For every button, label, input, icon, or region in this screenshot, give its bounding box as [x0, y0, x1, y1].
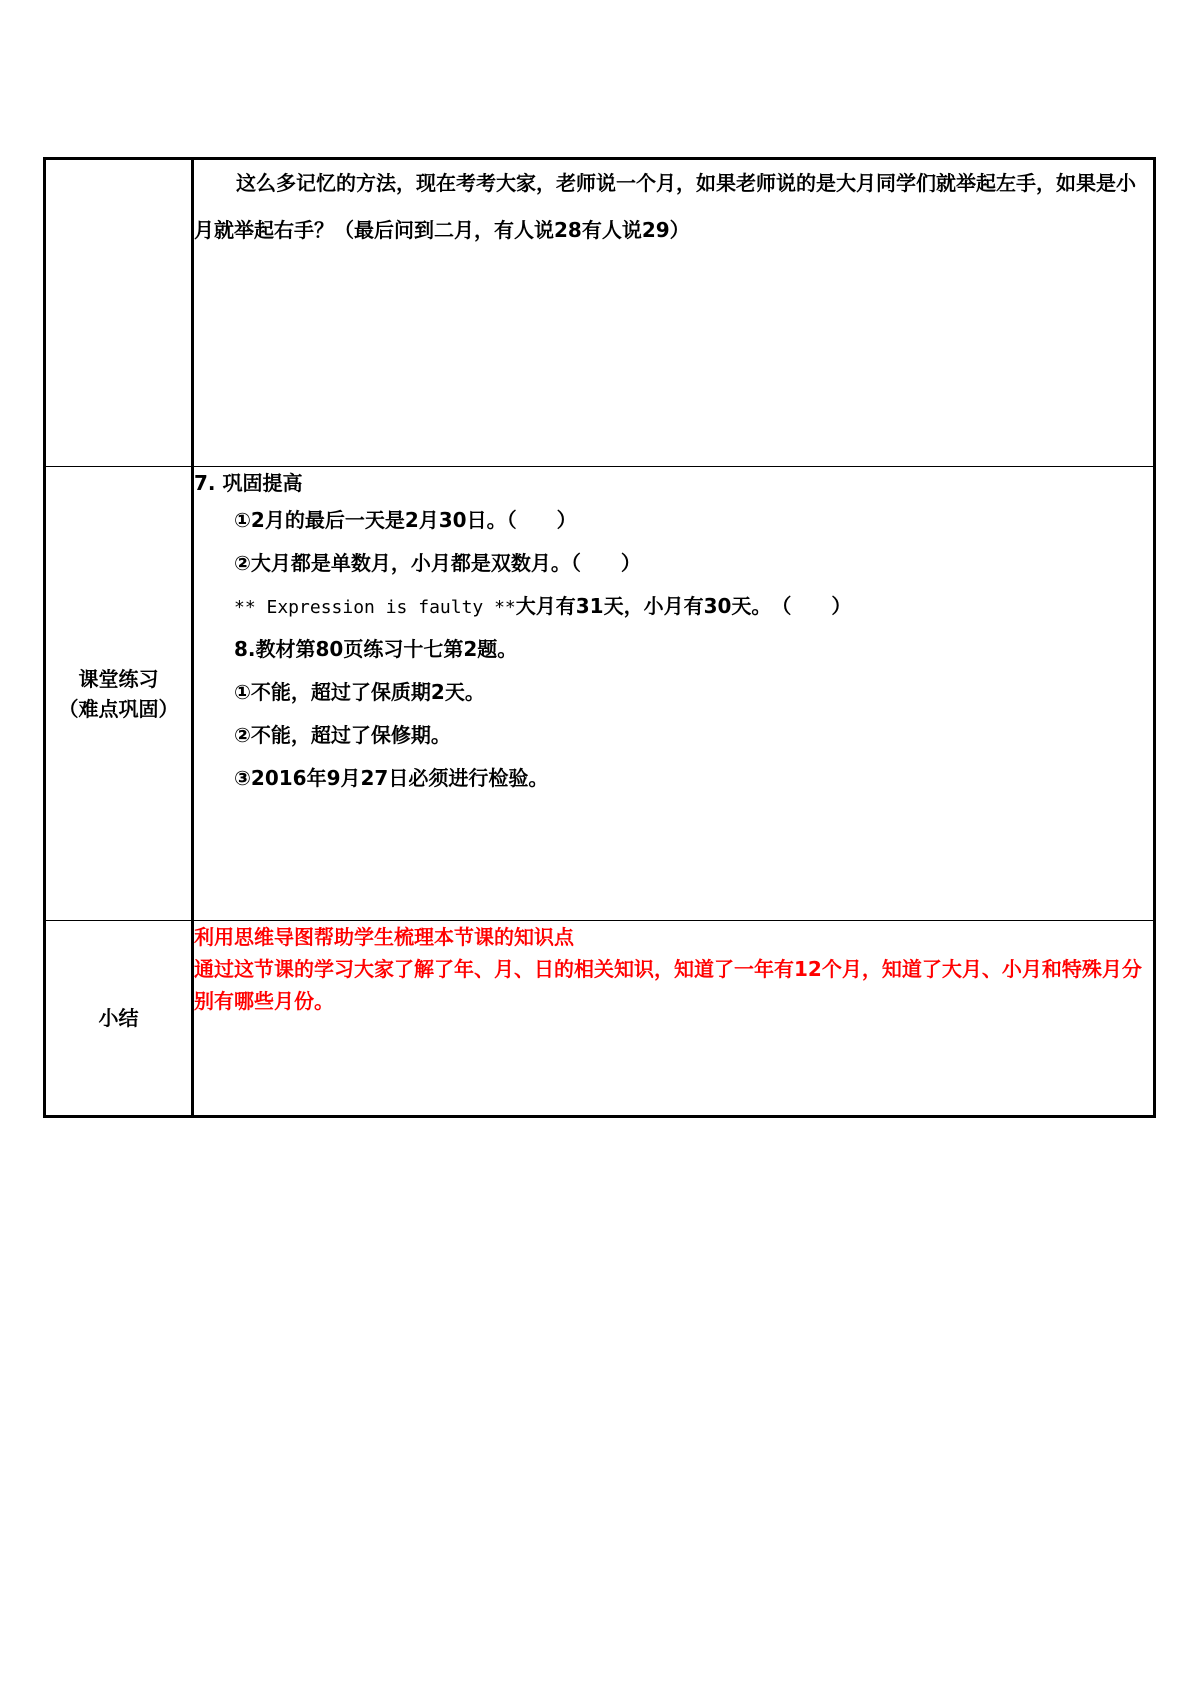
summary-label: 小结	[45, 921, 193, 1117]
answer-1: ①不能，超过了保质期2天。	[234, 680, 485, 704]
memory-quiz-paragraph: 这么多记忆的方法，现在考考大家，老师说一个月，如果老师说的是大月同学们就举起左手，如果是小月就举起右手？（最后问到二月，有人说28有人说29）	[193, 159, 1155, 467]
practice-heading: 7. 巩固提高	[194, 471, 303, 495]
question-1: ①2月的最后一天是2月30日。（ ）	[234, 508, 577, 532]
summary-content	[193, 921, 1155, 1117]
expression-error: ** Expression is faulty **	[234, 597, 516, 618]
table-row	[45, 467, 1155, 921]
practice-content	[193, 467, 1155, 921]
question-2: ②大月都是单数月，小月都是双数月。（ ）	[234, 551, 641, 575]
question-3	[194, 585, 1153, 628]
summary-line-2: 通过这节课的学习大家了解了年、月、日的相关知识，知道了一年有12个月，知道了大月、小月和特殊月分别有哪些月份。	[194, 957, 1142, 1013]
practice-label	[45, 467, 193, 921]
lesson-plan-table	[43, 157, 1156, 1118]
table-row	[45, 159, 1155, 467]
row-label-empty	[45, 159, 193, 467]
question-3-text: 大月有31天，小月有30天。 （ ）	[515, 594, 852, 618]
exercise-8: 8.教材第80页练习十七第2题。	[234, 637, 518, 661]
summary-line-1: 利用思维导图帮助学生梳理本节课的知识点	[194, 925, 574, 949]
practice-label-subtitle: （难点巩固）	[58, 696, 179, 721]
practice-label-title: 课堂练习	[78, 666, 159, 691]
answer-3: ③2016年9月27日必须进行检验。	[234, 766, 549, 790]
table-row	[45, 921, 1155, 1117]
answer-2: ②不能，超过了保修期。	[234, 723, 451, 747]
